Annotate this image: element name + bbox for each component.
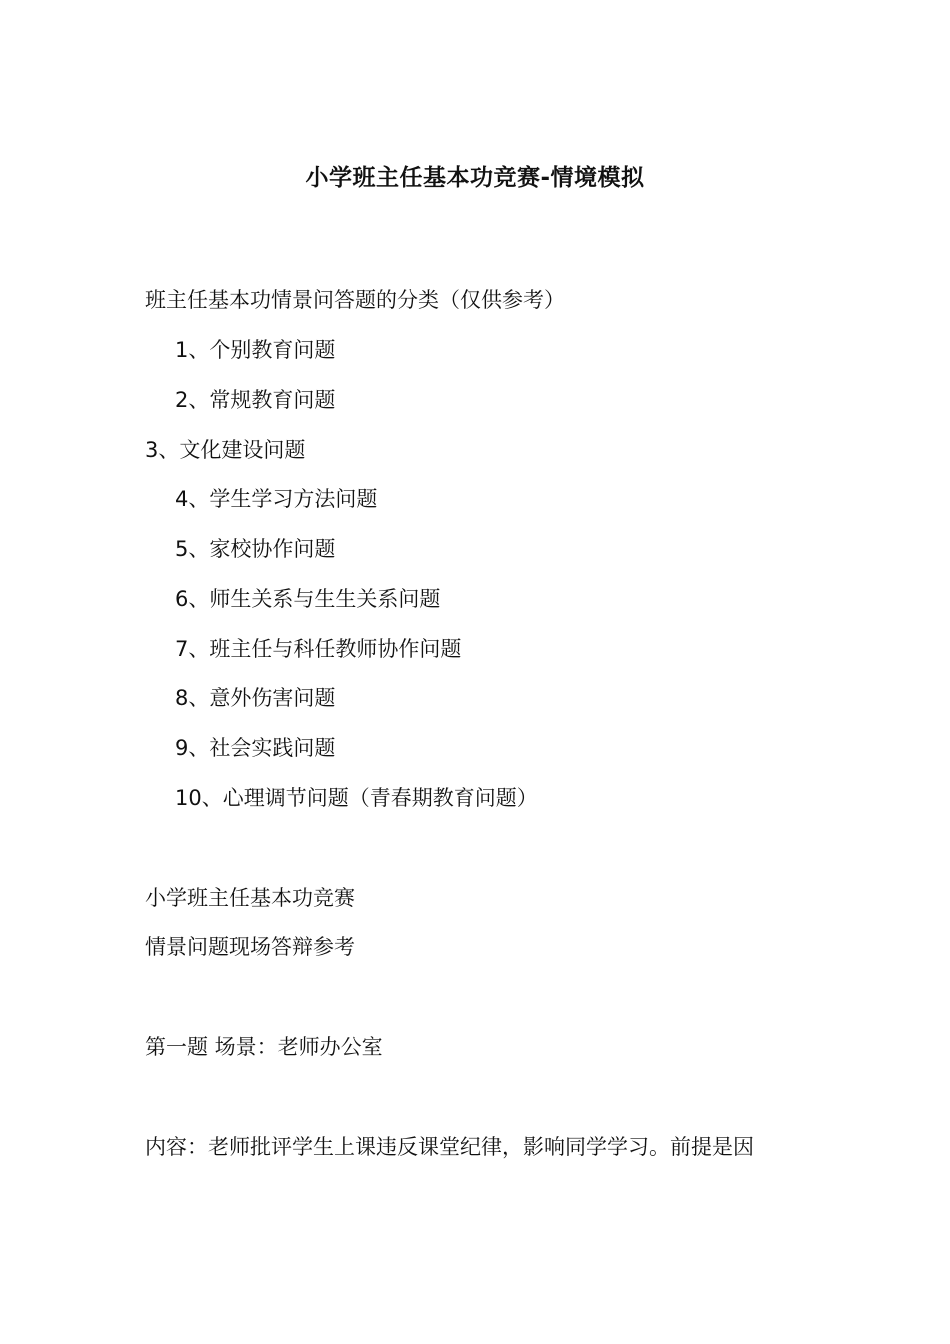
category-item: 8、意外伤害问题: [175, 686, 336, 710]
category-item: 7、班主任与科任教师协作问题: [175, 637, 462, 661]
category-item: 5、家校协作问题: [175, 537, 336, 561]
subtitle-line: 小学班主任基本功竞赛: [145, 886, 355, 910]
category-item: 3、文化建设问题: [145, 438, 306, 462]
category-item: 1、个别教育问题: [175, 338, 336, 362]
category-item: 6、师生关系与生生关系问题: [175, 587, 441, 611]
question-heading: 第一题 场景：老师办公室: [145, 1035, 383, 1059]
section-heading: 班主任基本功情景问答题的分类（仅供参考）: [145, 288, 565, 312]
document-title: 小学班主任基本功竞赛-情境模拟: [305, 165, 645, 191]
subtitle-line: 情景问题现场答辩参考: [145, 935, 355, 959]
category-item: 9、社会实践问题: [175, 736, 336, 760]
category-item: 4、学生学习方法问题: [175, 487, 378, 511]
category-item: 10、心理调节问题（青春期教育问题）: [175, 786, 538, 810]
category-item: 2、常规教育问题: [175, 388, 336, 412]
question-content: 内容：老师批评学生上课违反课堂纪律，影响同学学习。前提是因: [145, 1135, 754, 1159]
